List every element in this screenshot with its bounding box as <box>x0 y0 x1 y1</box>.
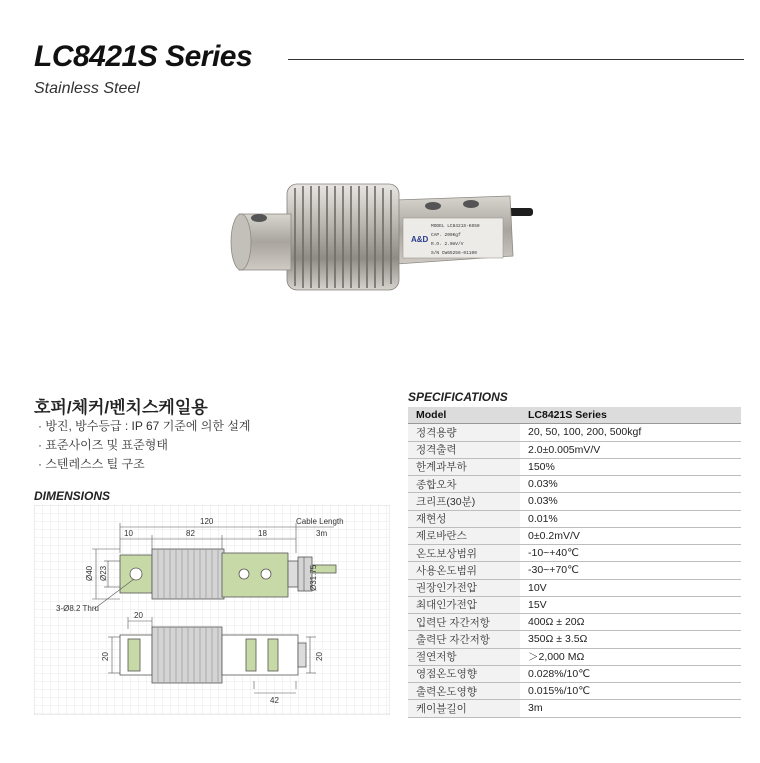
table-row <box>408 424 741 441</box>
spec-key: 영점온도영향 <box>408 665 520 682</box>
spec-key: 크리프(30분) <box>408 493 520 510</box>
table-header-row <box>408 407 741 424</box>
spec-header-key: Model <box>408 407 520 424</box>
dim-diameter-23: Ø23 <box>99 565 108 581</box>
spec-key: 출력온도영향 <box>408 683 520 700</box>
spec-value: 0.01% <box>520 510 741 527</box>
dim-cable-label: Cable Length <box>296 517 344 526</box>
label-line-2: CAP. 200Kgf <box>431 233 461 238</box>
spec-key: 입력단 자간저항 <box>408 614 520 631</box>
spec-key: 사용온도범위 <box>408 562 520 579</box>
spec-key: 케이블길이 <box>408 700 520 717</box>
dim-diameter-31-75: Ø31.75 <box>309 564 318 591</box>
spec-key: 재현성 <box>408 510 520 527</box>
product-photo <box>225 178 535 298</box>
spec-key: 정격출력 <box>408 441 520 458</box>
spec-value: 0.028%/10℃ <box>520 665 741 682</box>
dim-top-20: 20 <box>134 611 143 620</box>
spec-key: 종합오차 <box>408 476 520 493</box>
table-row <box>408 631 741 648</box>
page-title: LC8421S Series <box>34 40 253 73</box>
table-row <box>408 700 741 717</box>
spec-value: 20, 50, 100, 200, 500kgf <box>520 424 741 441</box>
table-row <box>408 476 741 493</box>
dim-total-length: 120 <box>200 517 214 526</box>
table-row <box>408 665 741 682</box>
table-row <box>408 545 741 562</box>
dim-diameter-40: Ø40 <box>85 565 94 581</box>
dim-thru-hole: 3-Ø8.2 Thru <box>56 604 99 613</box>
table-row <box>408 579 741 596</box>
spec-value: 0.03% <box>520 493 741 510</box>
dim-left-20: 20 <box>101 652 110 661</box>
table-row <box>408 562 741 579</box>
feature-list <box>38 417 251 474</box>
left-hole <box>251 214 267 222</box>
page-subtitle: Stainless Steel <box>34 80 140 97</box>
spec-value: -10~+40℃ <box>520 545 741 562</box>
spec-value: 350Ω ± 3.5Ω <box>520 631 741 648</box>
dimension-drawing <box>34 505 390 715</box>
feature-item: · 스텐레스스 틸 구조 <box>38 457 145 471</box>
table-row <box>408 493 741 510</box>
table-row <box>408 527 741 544</box>
label-line-1: MODEL LC8421S-K050 <box>431 224 480 229</box>
table-row <box>408 441 741 458</box>
dimensions-title: DIMENSIONS <box>34 489 111 503</box>
spec-value: ＞2,000 MΩ <box>520 648 741 665</box>
dim-cable-value: 3m <box>316 529 328 538</box>
spec-value: 0±0.2mV/V <box>520 527 741 544</box>
spec-key: 절연저항 <box>408 648 520 665</box>
table-row <box>408 510 741 527</box>
spec-header-value: LC8421S Series <box>520 407 741 424</box>
spec-key: 권장인가전압 <box>408 579 520 596</box>
specifications-title: SPECIFICATIONS <box>408 390 508 404</box>
applications-title: 호퍼/체커/벤치스케일용 <box>34 398 208 417</box>
brand-logo: A&D <box>411 235 429 244</box>
spec-key: 온도보상범위 <box>408 545 520 562</box>
dim-right-20: 20 <box>315 652 324 661</box>
left-end-face <box>231 214 251 270</box>
spec-value: 15V <box>520 596 741 613</box>
dim-right-end: 18 <box>258 529 267 538</box>
dim-left-end: 10 <box>124 529 133 538</box>
spec-key: 정격용량 <box>408 424 520 441</box>
title-divider <box>288 59 744 60</box>
mount-hole-1 <box>425 202 441 210</box>
bellows <box>287 184 399 290</box>
spec-key: 한계과부하 <box>408 458 520 475</box>
label-line-3: R.O. 2.0mV/V <box>431 242 464 247</box>
table-row <box>408 683 741 700</box>
table-row <box>408 648 741 665</box>
feature-item: · 표준사이즈 및 표준형태 <box>38 438 168 452</box>
spec-value: 150% <box>520 458 741 475</box>
table-row <box>408 614 741 631</box>
spec-value: 10V <box>520 579 741 596</box>
dim-bottom-42: 42 <box>270 696 279 705</box>
mount-hole-2 <box>463 200 479 208</box>
feature-item: · 방진, 방수등급 : IP 67 기준에 의한 설계 <box>38 419 251 433</box>
spec-value: 0.015%/10℃ <box>520 683 741 700</box>
table-row <box>408 596 741 613</box>
spec-value: 0.03% <box>520 476 741 493</box>
label-line-4: S/N CW65256-01100 <box>431 251 477 256</box>
spec-key: 제로바란스 <box>408 527 520 544</box>
spec-key: 출력단 자간저항 <box>408 631 520 648</box>
spec-value: 3m <box>520 700 741 717</box>
dim-body-length: 82 <box>186 529 195 538</box>
specifications-table <box>408 407 741 718</box>
spec-key: 최대인가전압 <box>408 596 520 613</box>
table-row <box>408 458 741 475</box>
spec-value: -30~+70℃ <box>520 562 741 579</box>
spec-value: 2.0±0.005mV/V <box>520 441 741 458</box>
spec-value: 400Ω ± 20Ω <box>520 614 741 631</box>
